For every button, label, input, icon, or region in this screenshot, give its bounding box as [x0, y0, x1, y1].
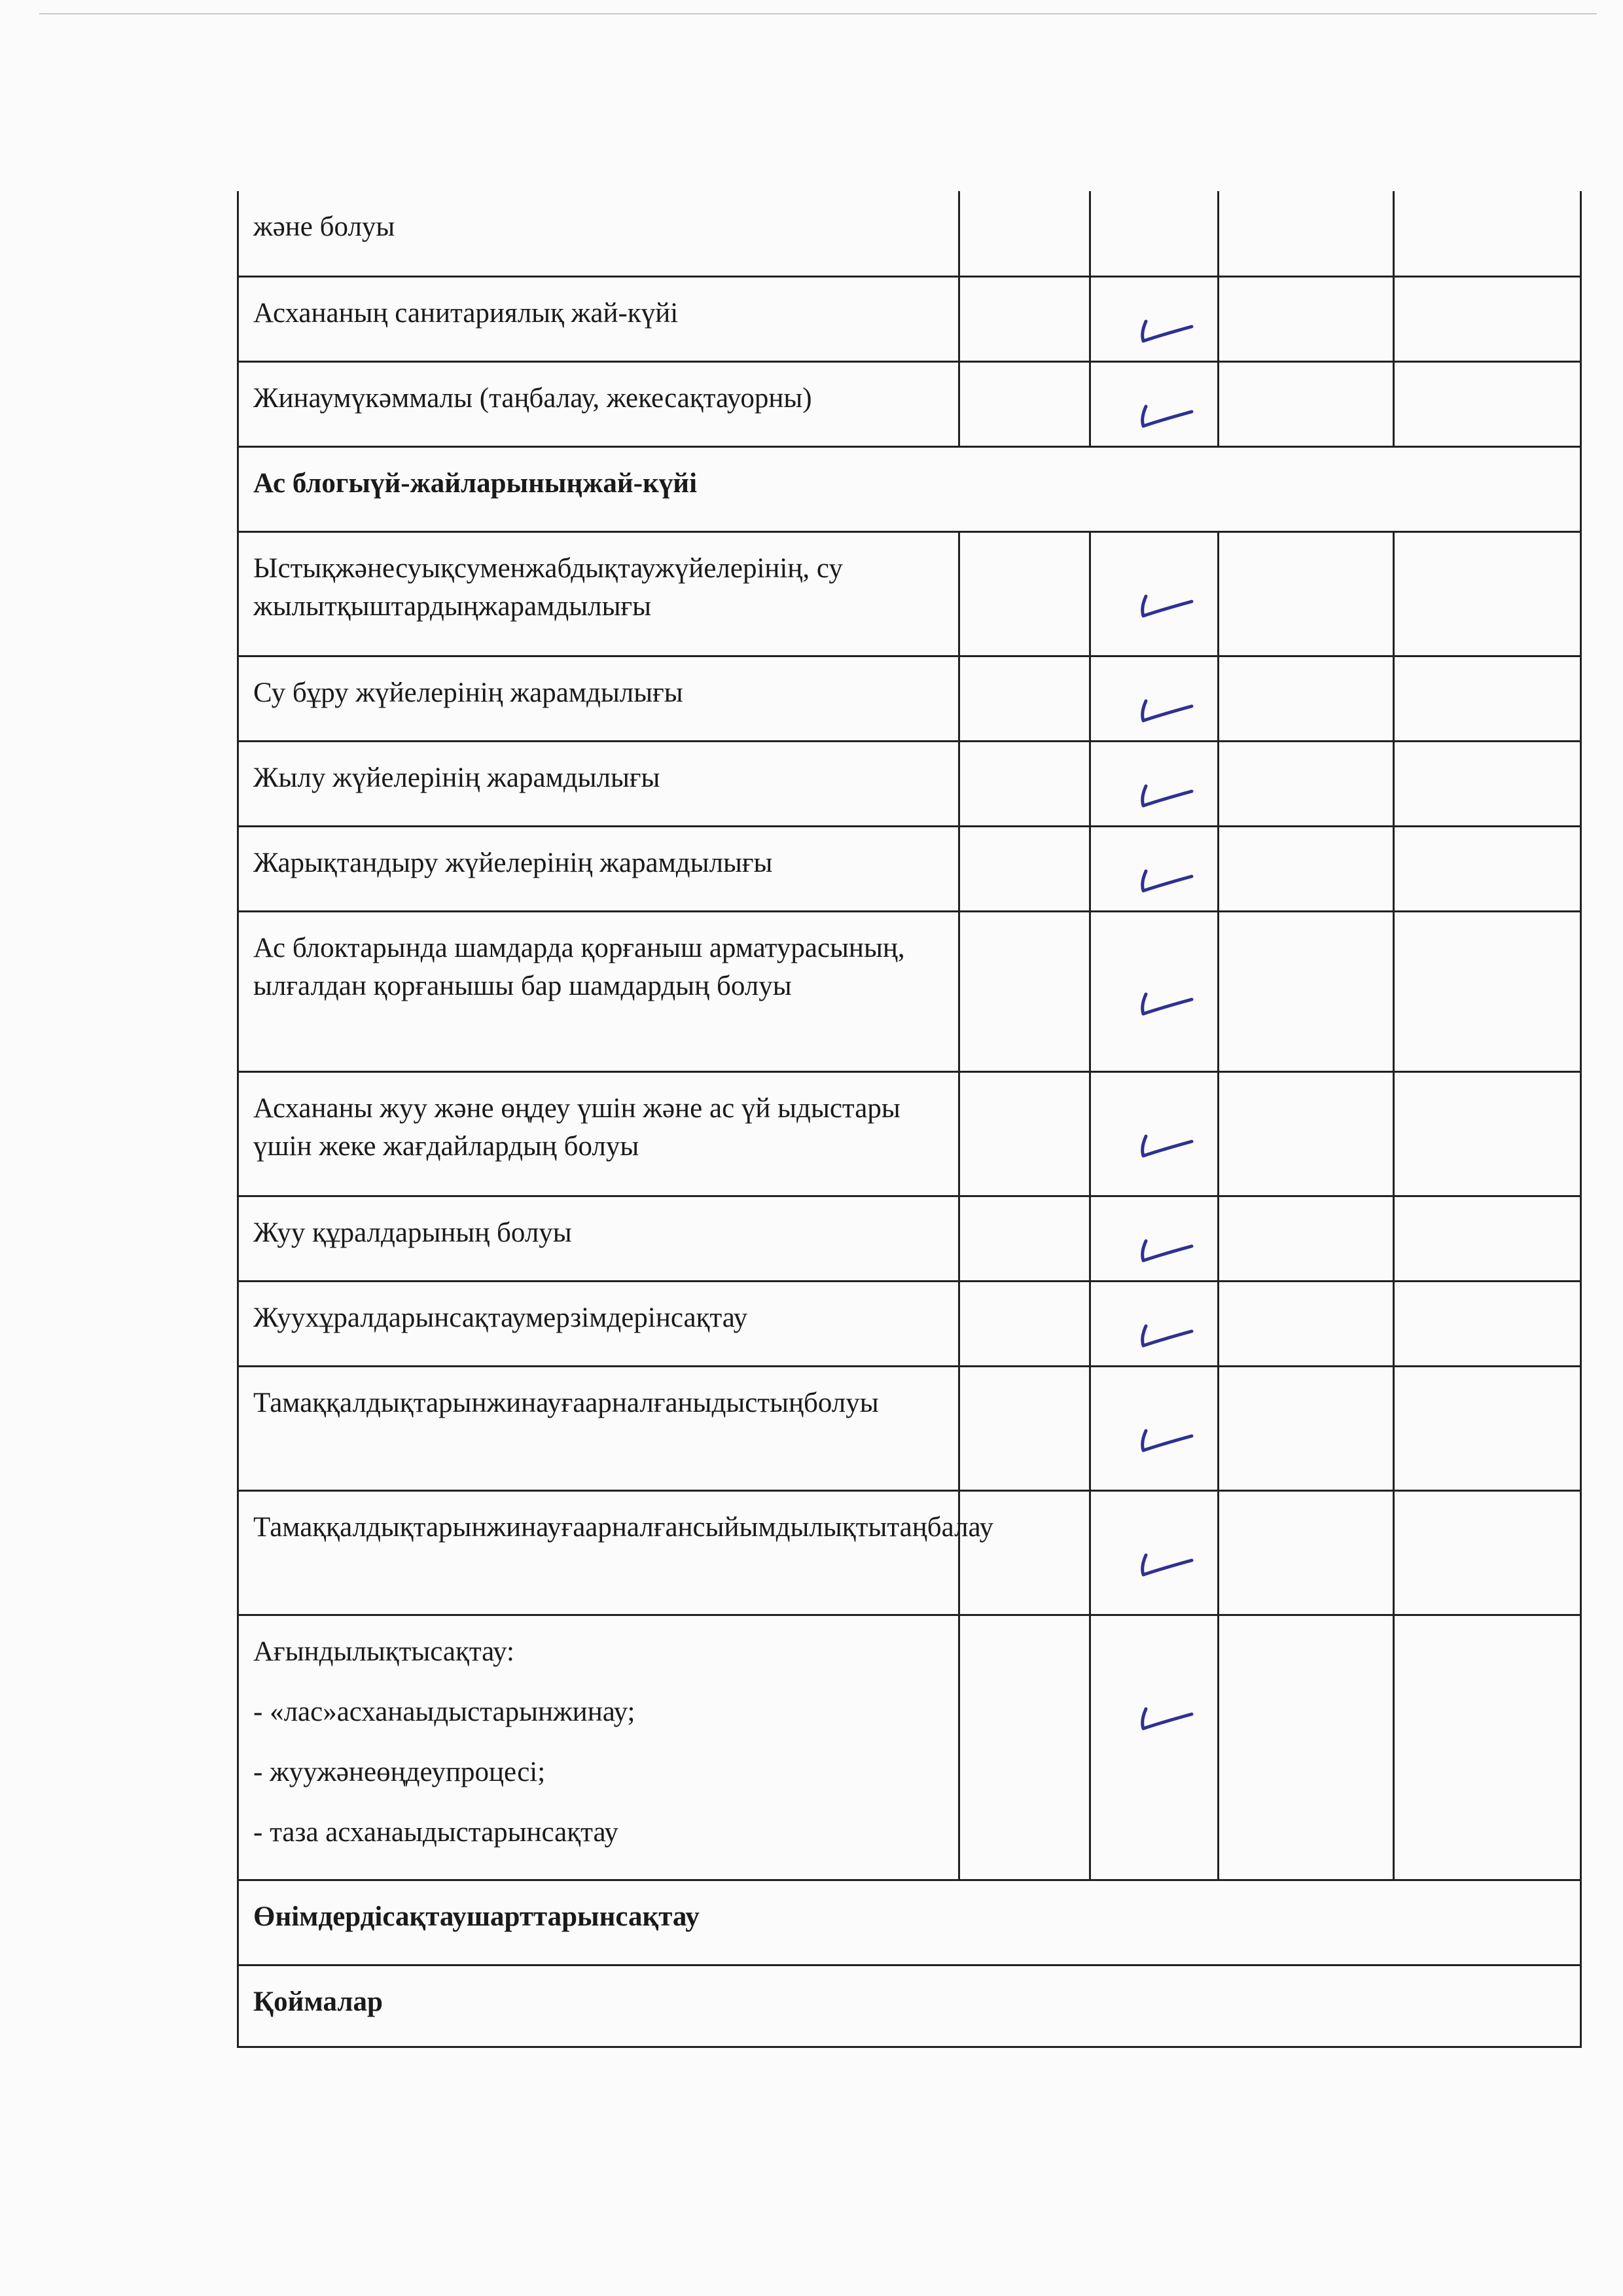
col-a-cell — [959, 1281, 1090, 1366]
checkmark-icon — [1137, 582, 1196, 621]
page-top-edge — [39, 13, 1597, 14]
col-a-cell — [959, 741, 1090, 826]
section-heading: Ас блогыүй-жайларыныңжай-күйі — [238, 446, 1581, 531]
col-c-cell — [1219, 826, 1394, 911]
col-d-cell — [1394, 1366, 1581, 1490]
compliant-cell — [1090, 826, 1219, 911]
col-c-cell — [1219, 191, 1394, 276]
compliant-cell — [1090, 531, 1219, 656]
compliant-cell — [1090, 1196, 1219, 1281]
col-a-cell — [959, 276, 1090, 361]
col-c-cell — [1219, 276, 1394, 361]
compliant-cell — [1090, 1615, 1219, 1880]
checkmark-icon — [1137, 1312, 1196, 1351]
criterion-line: - «лас»асханаыдыстарынжинау; — [253, 1696, 635, 1727]
criterion-cell: Жинаумүкәммалы (таңбалау, жекесақтауорны) — [238, 361, 959, 446]
table-row — [238, 191, 1581, 276]
col-d-cell — [1394, 1281, 1581, 1366]
col-a-cell — [959, 656, 1090, 741]
col-d-cell — [1394, 1196, 1581, 1281]
criterion-cell — [238, 1615, 959, 1880]
criterion-cell: Тамаққалдықтарынжинауғаарналғансыйымдылықтытаңбалау — [238, 1490, 959, 1615]
criterion-cell: Жуу құралдарының болуы — [238, 1196, 959, 1281]
section-row — [238, 1880, 1581, 1965]
compliant-cell — [1090, 911, 1219, 1071]
col-c-cell — [1219, 1490, 1394, 1615]
compliant-cell — [1090, 276, 1219, 361]
col-a-cell — [959, 1615, 1090, 1880]
col-c-cell — [1219, 1281, 1394, 1366]
checkmark-icon — [1137, 857, 1196, 896]
col-a-cell — [959, 911, 1090, 1071]
compliant-cell — [1090, 361, 1219, 446]
table-row — [238, 1196, 1581, 1281]
col-d-cell — [1394, 741, 1581, 826]
checkmark-icon — [1137, 307, 1196, 346]
criterion-cell: Асхананың санитариялық жай-күйі — [238, 276, 959, 361]
col-d-cell — [1394, 826, 1581, 911]
col-d-cell — [1394, 191, 1581, 276]
col-c-cell — [1219, 531, 1394, 656]
checkmark-icon — [1137, 1541, 1196, 1580]
section-heading: Қоймалар — [238, 1965, 1581, 2047]
checkmark-icon — [1137, 980, 1196, 1019]
col-d-cell — [1394, 276, 1581, 361]
table-row — [238, 656, 1581, 741]
col-a-cell — [959, 191, 1090, 276]
checkmark-icon — [1137, 772, 1196, 811]
section-heading: Өнімдердісақтаушарттарынсақтау — [238, 1880, 1581, 1965]
compliant-cell — [1090, 1366, 1219, 1490]
col-c-cell — [1219, 1071, 1394, 1196]
checklist-table — [237, 191, 1582, 2048]
col-d-cell — [1394, 911, 1581, 1071]
criterion-cell: Су бұру жүйелерінің жарамдылығы — [238, 656, 959, 741]
compliant-cell — [1090, 1071, 1219, 1196]
table-row — [238, 1071, 1581, 1196]
criterion-line: Ағындылықтысақтау: — [253, 1636, 514, 1667]
compliant-cell — [1090, 191, 1219, 276]
section-row — [238, 446, 1581, 531]
col-d-cell — [1394, 656, 1581, 741]
table-row — [238, 1615, 1581, 1880]
col-c-cell — [1219, 1615, 1394, 1880]
table-row — [238, 276, 1581, 361]
compliant-cell — [1090, 741, 1219, 826]
section-row — [238, 1965, 1581, 2047]
compliant-cell — [1090, 1490, 1219, 1615]
checkmark-icon — [1137, 392, 1196, 431]
criterion-line: - жуужәнеөңдеупроцесі; — [253, 1756, 546, 1787]
col-a-cell — [959, 1196, 1090, 1281]
col-d-cell — [1394, 1071, 1581, 1196]
col-a-cell — [959, 1490, 1090, 1615]
criterion-cell: Тамаққалдықтарынжинауғаарналғаныдыстыңболуы — [238, 1366, 959, 1490]
checkmark-icon — [1137, 1695, 1196, 1734]
col-d-cell — [1394, 1490, 1581, 1615]
table-row — [238, 1281, 1581, 1366]
table-row — [238, 1490, 1581, 1615]
col-a-cell — [959, 361, 1090, 446]
col-c-cell — [1219, 1366, 1394, 1490]
col-d-cell — [1394, 361, 1581, 446]
checkmark-icon — [1137, 1416, 1196, 1456]
col-d-cell — [1394, 1615, 1581, 1880]
criterion-cell: Жарықтандыру жүйелерінің жарамдылығы — [238, 826, 959, 911]
compliant-cell — [1090, 656, 1219, 741]
table-row — [238, 741, 1581, 826]
col-a-cell — [959, 1071, 1090, 1196]
criterion-cell: Жуухұралдарынсақтаумерзімдерінсақтау — [238, 1281, 959, 1366]
col-a-cell — [959, 531, 1090, 656]
criterion-cell: және болуы — [238, 191, 959, 276]
table-row — [238, 911, 1581, 1071]
criterion-cell: Ыстықжәнесуықсуменжабдықтаужүйелерінің, су жылытқыштардыңжарамдылығы — [238, 531, 959, 656]
col-c-cell — [1219, 741, 1394, 826]
col-c-cell — [1219, 911, 1394, 1071]
table-row — [238, 1366, 1581, 1490]
col-a-cell — [959, 826, 1090, 911]
checkmark-icon — [1137, 1227, 1196, 1266]
table-row — [238, 826, 1581, 911]
table-row — [238, 361, 1581, 446]
criterion-line: - таза асханаыдыстарынсақтау — [253, 1816, 618, 1848]
col-d-cell — [1394, 531, 1581, 656]
col-a-cell — [959, 1366, 1090, 1490]
criterion-cell: Асхананы жуу және өңдеу үшін және ас үй ыдыстары үшін жеке жағдайлардың болуы — [238, 1071, 959, 1196]
col-c-cell — [1219, 656, 1394, 741]
col-c-cell — [1219, 361, 1394, 446]
checkmark-icon — [1137, 1122, 1196, 1161]
compliant-cell — [1090, 1281, 1219, 1366]
criterion-cell: Жылу жүйелерінің жарамдылығы — [238, 741, 959, 826]
criterion-cell: Ас блоктарында шамдарда қорғаныш арматурасының, ылғалдан қорғанышы бар шамдардың болуы — [238, 911, 959, 1071]
checkmark-icon — [1137, 687, 1196, 726]
table-row — [238, 531, 1581, 656]
col-c-cell — [1219, 1196, 1394, 1281]
